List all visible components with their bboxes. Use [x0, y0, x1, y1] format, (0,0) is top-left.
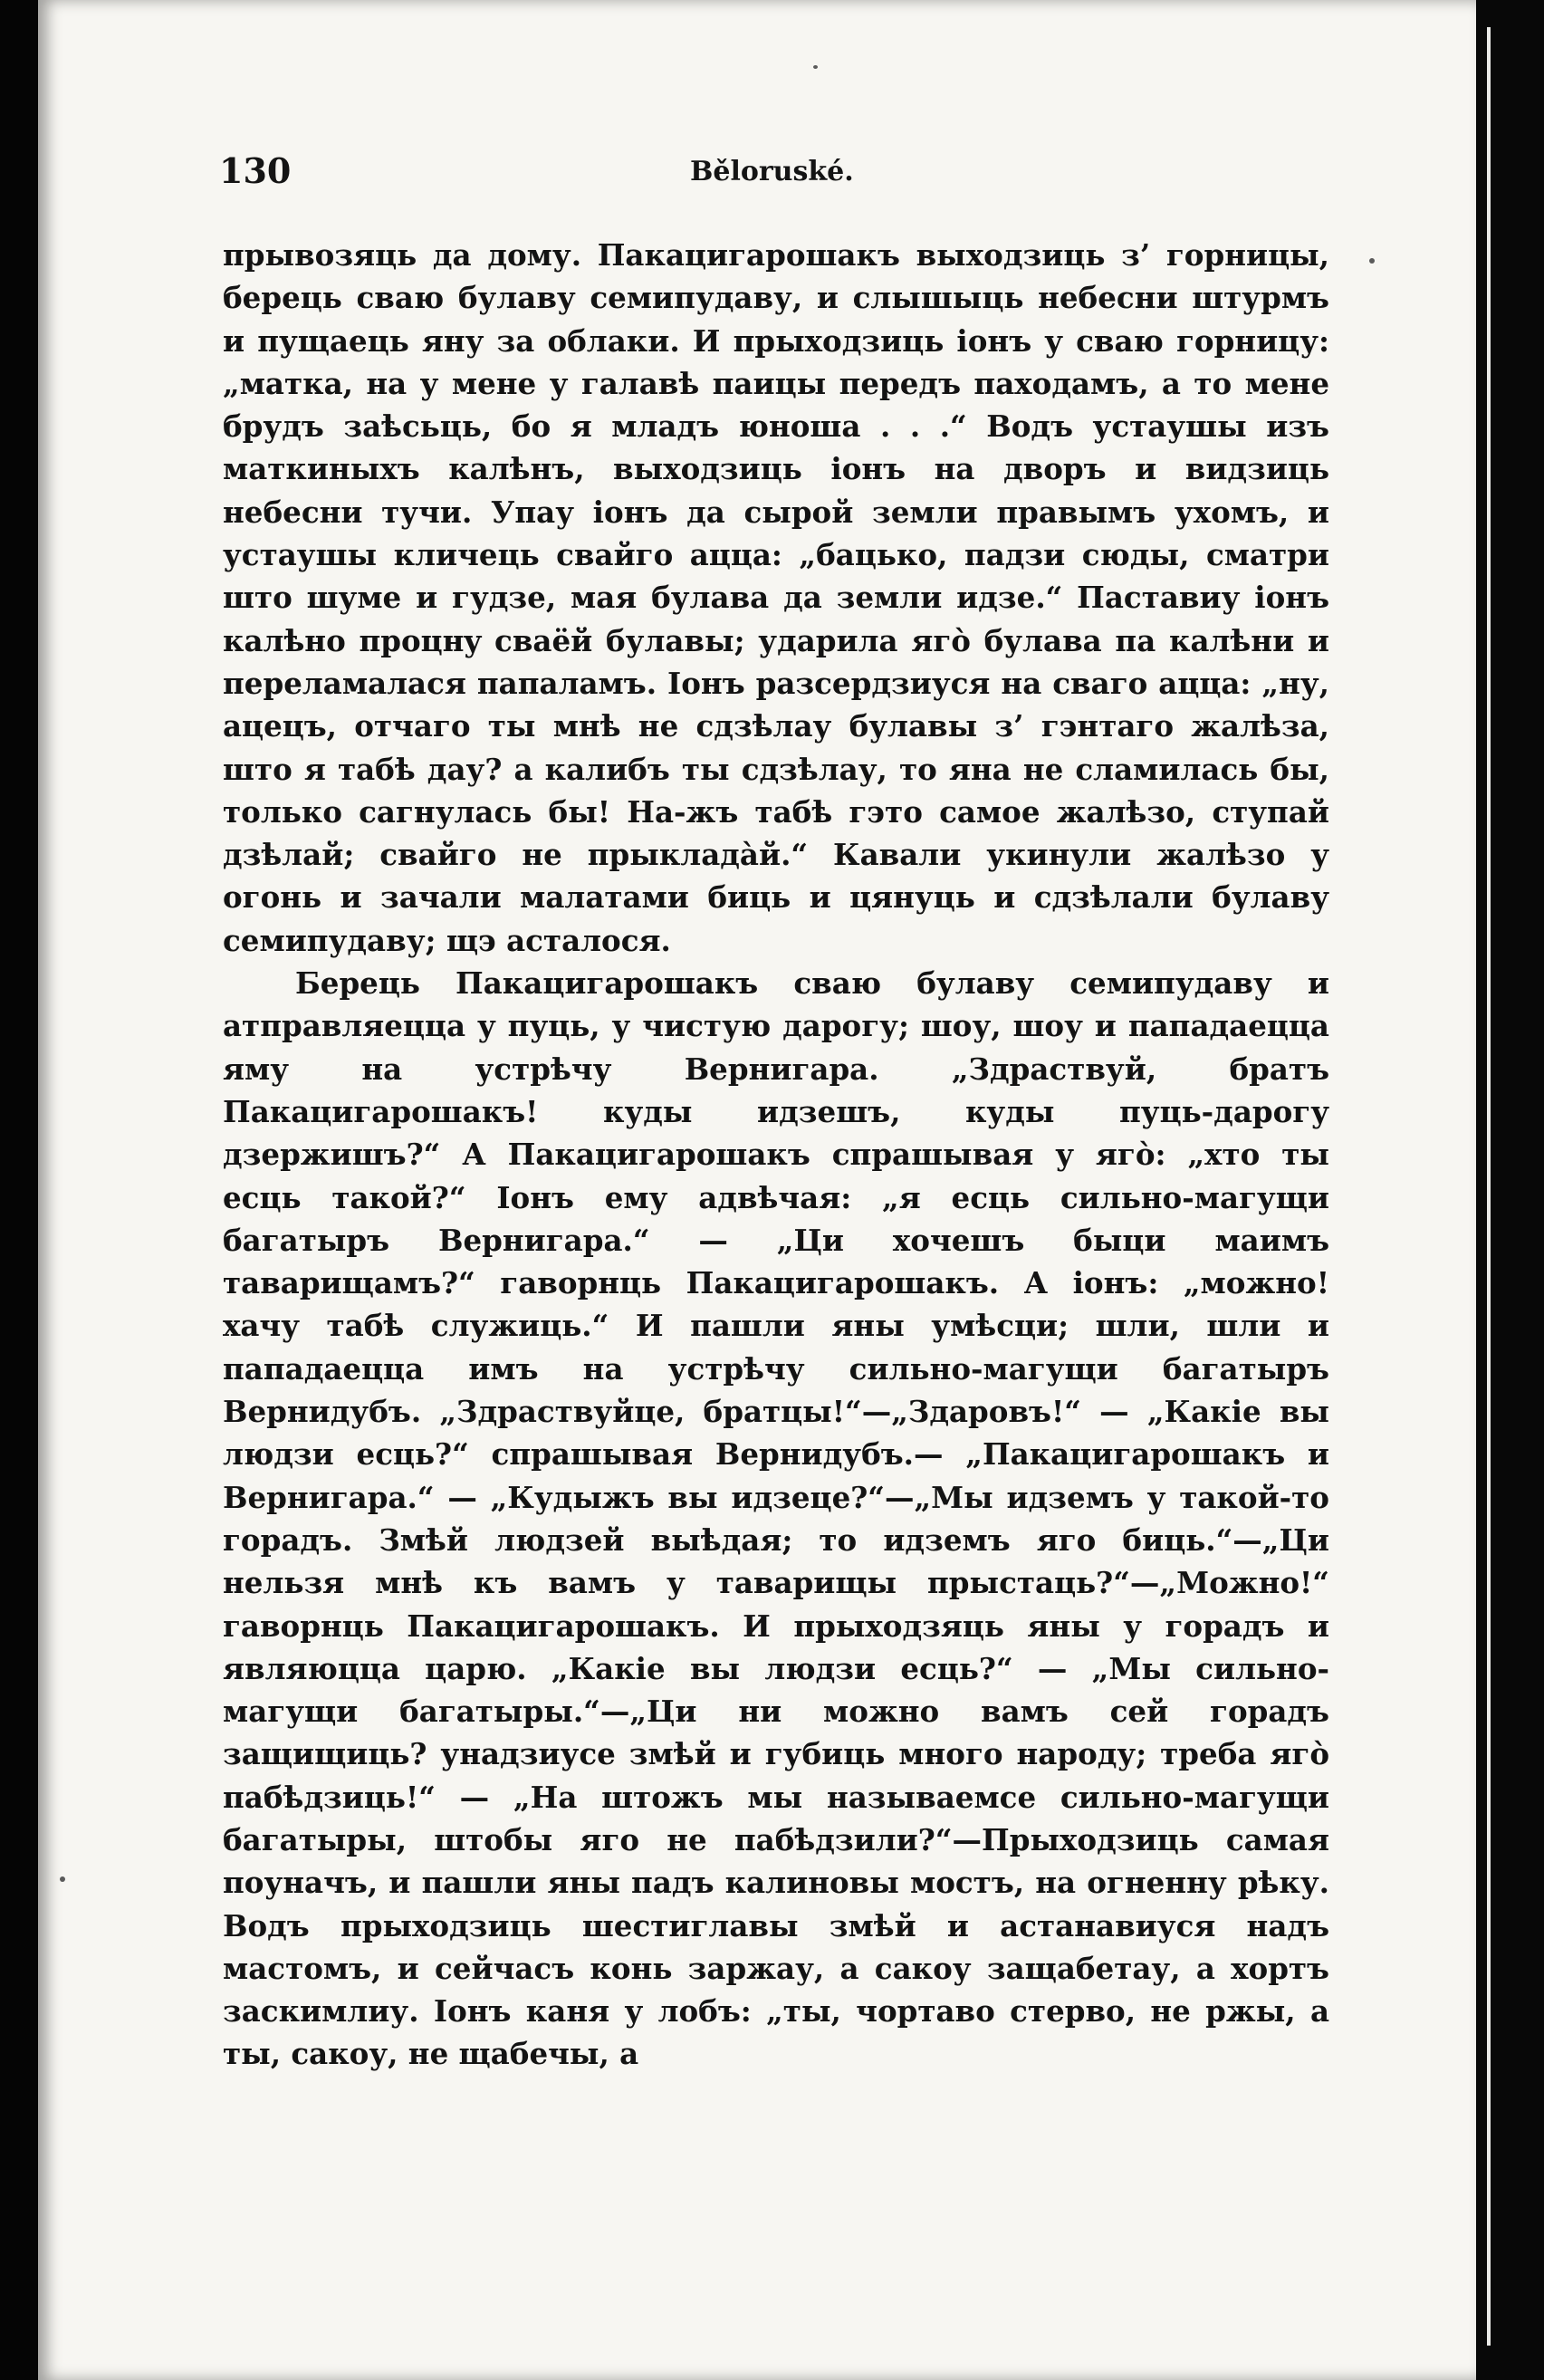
scan-speck [813, 65, 818, 69]
scan-speck [1369, 258, 1375, 264]
book-page [38, 0, 1476, 2380]
scan-speck [60, 1876, 65, 1882]
running-head: Běloruské. [690, 156, 854, 187]
scan-border-left [0, 0, 38, 2380]
page-header [38, 150, 1476, 205]
page-number: 130 [219, 150, 292, 191]
paragraph: Берець Пакацигарошакъ сваю булаву семипудаву и атправляецца у пуць, у чистую дарогу; шоу, шоу и пападаецца яму на устрѣчу Вернигара. „Здраствуй, братъ Пакацигарошакъ! куды идзешъ, куды пуць-дарогу дзержишъ?“ А Пакацигарошакъ спрашывая у ягò: „хто ты есць такой?“ Іонъ ему адвѣчая: „я есць сильно-магущи багатыръ Вернигара.“ — „Ци хочешъ быци маимъ таварищамъ?“ гаворнць Пакацигарошакъ. А іонъ: „можно! хачу табѣ служиць.“ И пашли яны умѣсци; шли, шли и пападаецца имъ на устрѣчу сильно-магущи багатыръ Вернидубъ. „Здраствуйце, братцы!“—„Здаровъ!“ — „Какіе вы людзи есць?“ спрашывая Вернидубъ.— „Пакацигарошакъ и Вернигара.“ — „Кудыжъ вы идзеце?“—„Мы идземъ у такой-то горадъ. Змѣй людзей выѣдая; то идземъ яго биць.“—„Ци нельзя мнѣ къ вамъ у таварищы прыстаць?“—„Можно!“ гаворнць Пакацигарошакъ. И прыходзяць яны у горадъ и являюцца царю. „Какіе вы людзи есць?“ — „Мы сильно-магущи багатыры.“—„Ци ни можно вамъ сей горадъ защищиць? унадзиусе змѣй и губиць много народу; треба ягò пабѣдзиць!“ — „На штожъ мы называемсе сильно-магущи багатыры, штобы яго не пабѣдзили?“—Прыходзиць самая поуначъ, и пашли яны падъ калиновы мостъ, на огненну рѣку. Водъ прыходзиць шестиглавы змѣй и астанавиуся надъ мастомъ, и сейчасъ конь заржау, а сакоу защабетау, а хортъ заскимлиу. Іонъ каня у лобъ: „ты, чортаво стерво, не ржы, а ты, сакоу, не щабечы, а [223, 965, 1329, 2072]
body-text [223, 234, 1329, 2076]
scan-edge-line [1487, 27, 1491, 2346]
paragraph: прывозяць да дому. Пакацигарошакъ выходзиць з’ горницы, берець сваю булаву семипудаву, и слышыць небесни штурмъ и пущаець яну за облаки. И прыходзиць іонъ у сваю горницу: „матка, на у мене у галавѣ паицы передъ паходамъ, а то мене брудъ заѣсьць, бо я младъ юноша . . .“ Водъ устаушы изъ маткиныхъ калѣнъ, выходзиць іонъ на дворъ и видзиць небесни тучи. Упау іонъ да сырой земли правымъ ухомъ, и устаушы кличець свайго аццa: „бацько, падзи сюды, сматри што шуме и гудзе, мая булава да земли идзе.“ Паставиу іонъ калѣно процнy сваёй булавы; ударила ягò булава па калѣни и переламалася папаламъ. Іонъ разсердзиуся на сваго аццa: „ну, ацецъ, отчаго ты мнѣ не сдзѣлау булавы з’ гэнтаго жалѣза, што я табѣ дау? а калибъ ты сдзѣлау, то яна не сламилась бы, только сагнулась бы! На-жъ табѣ гэто самое жалѣзо, ступай дзѣлай; свайго не прыкладàй.“ Кавали укинули жалѣзо у огонь и зачали малатами биць и цянуць и сдзѣлали булаву семипудаву; щэ асталося. [223, 237, 1329, 958]
